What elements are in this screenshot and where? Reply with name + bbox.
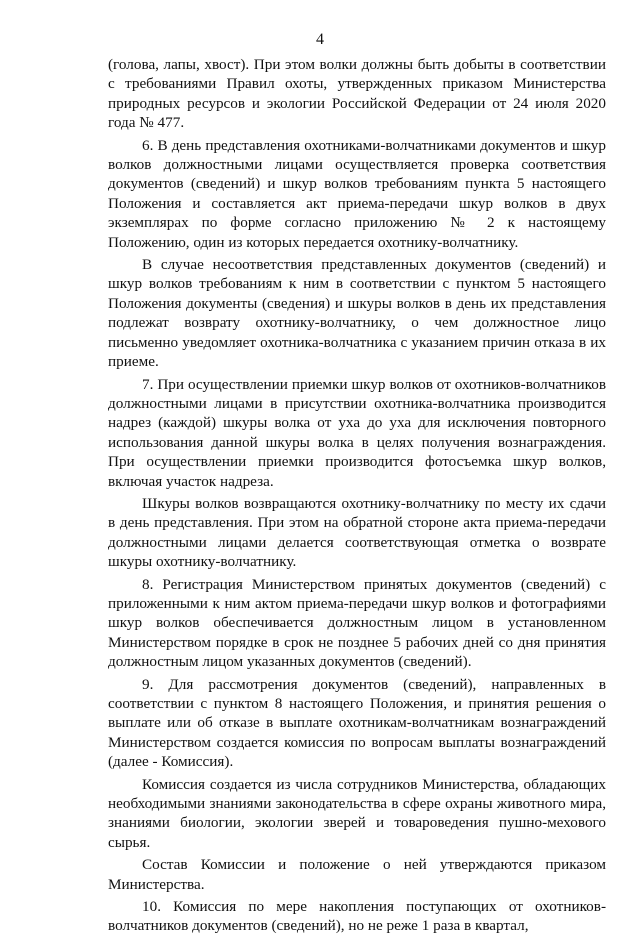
paragraph-commission-composition: Комиссия создается из числа сотрудников Министерства, обладающих необходимыми знаниями законодательства в сфере охраны животного мира, знаниями биологии, экологии зверей и товароведения пушно-мехового сырья. bbox=[108, 775, 606, 851]
paragraph-item-7-return: Шкуры волков возвращаются охотнику-волчатнику по месту их сдачи в день представления. При этом на обратной стороне акта приема-передачи должностными лицами делается соответствующая отметка о возврате шкуры охотнику-волчатнику. bbox=[108, 494, 606, 571]
paragraph-item-9: 9. Для рассмотрения документов (сведений), направленных в соответствии с пунктом 8 настоящего Положения, и принятия решения о выплате или об отказе в выплате охотникам-волчатникам вознаграждений Министерством создается комиссия по вопросам выплаты вознаграждений (далее - Комиссия). bbox=[108, 675, 606, 771]
paragraph-continuation: (голова, лапы, хвост). При этом волки должны быть добыты в соответствии с требованиями Правил охоты, утвержденных приказом Министерства природных ресурсов и экологии Российской Федерации от 24 июля 2020 года № 477. bbox=[108, 56, 606, 132]
paragraph-item-7: 7. При осуществлении приемки шкур волков от охотников-волчатников должностными лицами в присутствии охотника-волчатника производится надрез (каждой) шкуры волка от уха до уха для исключения повторного использования данной шкуры волка в целях получения вознаграждения. При осуществлении приемки производится фотосъемка шкур волков, включая участок надреза. bbox=[108, 375, 606, 490]
paragraph-item-10: 10. Комиссия по мере накопления поступающих от охотников-волчатников документов (сведений), но не реже 1 раза в квартал, bbox=[108, 898, 606, 935]
paragraph-item-6-nonconformity: В случае несоответствия представленных документов (сведений) и шкур волков требованиям к ним в соответствии с пунктом 5 настоящего Положения документы (сведения) и шкуры волков в день их представления подлежат возврату охотнику-волчатнику, о чем должностное лицо письменно уведомляет охотника-волчатника с указанием причин отказа в их приеме. bbox=[108, 256, 606, 371]
document-body bbox=[108, 55, 606, 939]
paragraph-item-8: 8. Регистрация Министерством принятых документов (сведений) с приложенными к ним актом приема-передачи шкур волков и фотографиями шкур волков обеспечивается должностным лицом в установленном Министерством порядке в срок не позднее 5 рабочих дней со дня принятия должностным лицом указанных документов (сведений). bbox=[108, 575, 606, 671]
paragraph-item-6: 6. В день представления охотниками-волчатниками документов и шкур волков должностными лицами осуществляется проверка соответствия документов (сведений) и шкур волков требованиям пункта 5 настоящего Положения и составляется акт приема-передачи шкур волков в двух экземплярах по форме согласно приложению № 2 к настоящему Положению, один из которых передается охотнику-волчатнику. bbox=[108, 136, 606, 251]
paragraph-commission-order: Состав Комиссии и положение о ней утверждаются приказом Министерства. bbox=[108, 856, 606, 893]
page-number: 4 bbox=[316, 31, 324, 48]
